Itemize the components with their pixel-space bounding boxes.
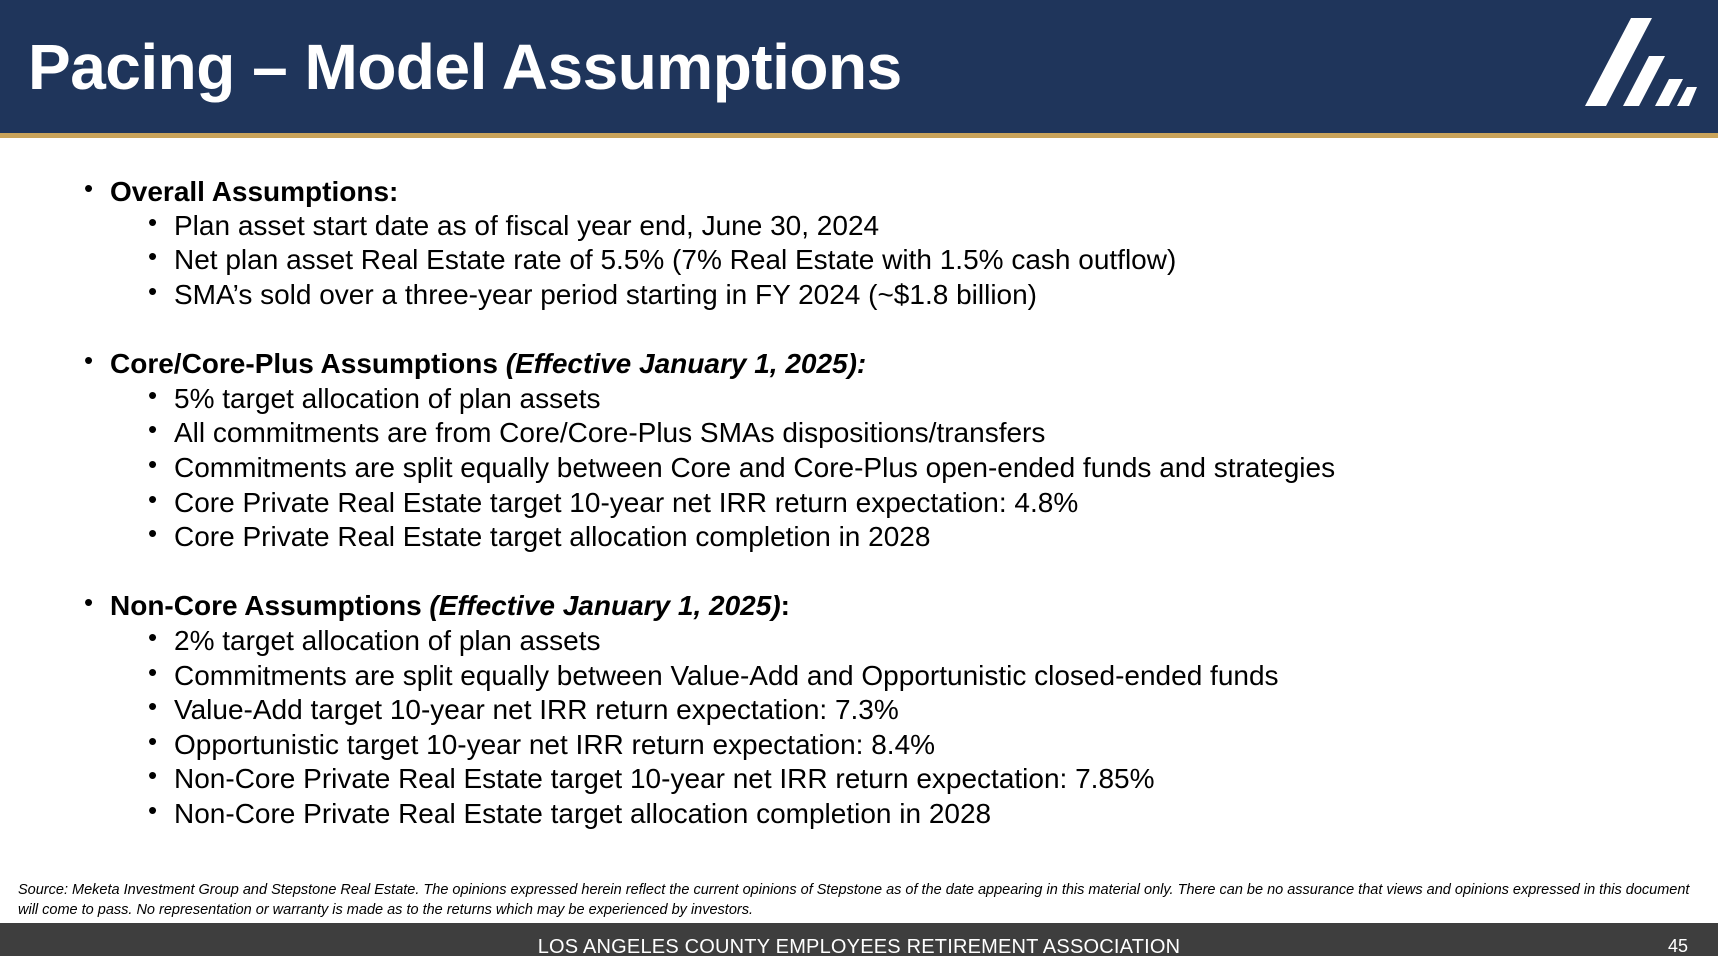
- list-item: [148, 451, 1335, 485]
- bullet-icon: •: [148, 622, 158, 652]
- bullet-icon: •: [148, 795, 158, 825]
- bullet-icon: •: [148, 760, 158, 790]
- list-item-text: Commitments are split equally between Value-Add and Opportunistic closed-ended funds: [174, 660, 1279, 691]
- section-heading-non-core: [84, 589, 790, 623]
- list-item: [148, 762, 1155, 796]
- bullet-icon: •: [84, 587, 94, 617]
- list-item: [148, 382, 600, 416]
- bullet-icon: •: [148, 518, 158, 548]
- bullet-icon: •: [148, 241, 158, 271]
- bullet-icon: •: [148, 449, 158, 479]
- source-note: Source: Meketa Investment Group and Stepstone Real Estate. The opinions expressed herein reflect the current opinions of Stepstone as of the date appearing in this material only. There can be no assurance that views and opinions expressed in this document will come to pass. No representation or warranty is made as to the returns which may be experienced by investors.: [18, 882, 1690, 918]
- page-number: 45: [1667, 936, 1688, 956]
- bullet-icon: •: [148, 276, 158, 306]
- list-item: [148, 693, 899, 727]
- list-item-text: Core Private Real Estate target 10-year net IRR return expectation: 4.8%: [174, 487, 1079, 518]
- section-heading-effective-date: (Effective January 1, 2025):: [505, 348, 867, 379]
- section-heading-colon: :: [780, 590, 790, 621]
- list-item-text: Value-Add target 10-year net IRR return expectation: 7.3%: [174, 694, 899, 725]
- bullet-icon: •: [148, 691, 158, 721]
- header-band: [0, 0, 1718, 133]
- section-heading-effective-date: (Effective January 1, 2025): [429, 590, 781, 621]
- list-item-text: 2% target allocation of plan assets: [174, 625, 601, 656]
- section-heading-text: Non-Core Assumptions: [110, 590, 430, 621]
- bullet-icon: •: [84, 173, 94, 203]
- lacera-logo-icon: [1585, 14, 1697, 110]
- list-item: [148, 728, 935, 762]
- bullet-icon: •: [148, 207, 158, 237]
- section-heading-overall: [84, 175, 398, 209]
- section-heading-core: [84, 347, 866, 381]
- list-item: [148, 659, 1279, 693]
- bullet-icon: •: [148, 726, 158, 756]
- list-item-text: Non-Core Private Real Estate target allocation completion in 2028: [174, 798, 992, 829]
- list-item-text: 5% target allocation of plan assets: [174, 383, 601, 414]
- list-item: [148, 243, 1176, 277]
- list-item-text: Core Private Real Estate target allocation completion in 2028: [174, 521, 931, 552]
- list-item-text: All commitments are from Core/Core-Plus SMAs dispositions/transfers: [174, 417, 1046, 448]
- footer-organization: LOS ANGELES COUNTY EMPLOYEES RETIREMENT ASSOCIATION: [537, 936, 1181, 958]
- bullet-icon: •: [148, 414, 158, 444]
- bullet-icon: •: [148, 484, 158, 514]
- list-item-text: Net plan asset Real Estate rate of 5.5% (7% Real Estate with 1.5% cash outflow): [174, 244, 1177, 275]
- list-item-text: Non-Core Private Real Estate target 10-year net IRR return expectation: 7.85%: [174, 763, 1155, 794]
- header-divider: [0, 133, 1718, 138]
- section-heading-text: Core/Core-Plus Assumptions: [110, 348, 506, 379]
- bullet-icon: •: [148, 657, 158, 687]
- footer-bar: [0, 923, 1718, 956]
- list-item-text: SMA’s sold over a three-year period starting in FY 2024 (~$1.8 billion): [174, 279, 1038, 310]
- list-item-text: Commitments are split equally between Core and Core-Plus open-ended funds and strategies: [174, 452, 1336, 483]
- bullet-icon: •: [148, 380, 158, 410]
- list-item: [148, 486, 1078, 520]
- list-item: [148, 520, 930, 554]
- list-item: [148, 797, 991, 831]
- list-item: [148, 624, 600, 658]
- list-item: [148, 416, 1045, 450]
- list-item-text: Plan asset start date as of fiscal year end, June 30, 2024: [174, 210, 880, 241]
- list-item-text: Opportunistic target 10-year net IRR return expectation: 8.4%: [174, 729, 936, 760]
- slide-title: Pacing – Model Assumptions: [28, 31, 902, 103]
- bullet-icon: •: [84, 345, 94, 375]
- section-heading-text: Overall Assumptions:: [110, 176, 399, 207]
- list-item: [148, 209, 879, 243]
- list-item: [148, 278, 1037, 312]
